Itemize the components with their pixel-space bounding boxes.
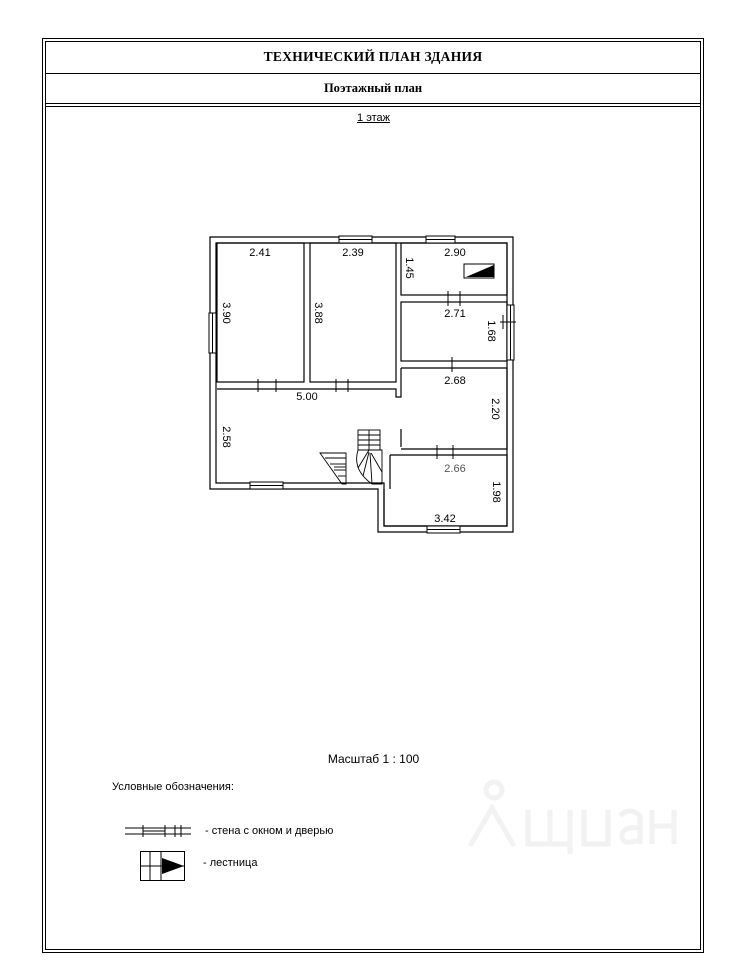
stair-arrow-icon <box>464 264 494 278</box>
document-subtitle-text: Поэтажный план <box>323 81 423 95</box>
dim-room2-width: 2.39 <box>342 247 364 259</box>
watermark-logo <box>462 776 677 856</box>
dim-room1-length: 3.90 <box>220 302 232 324</box>
legend-title: Условные обозначения: <box>112 781 234 793</box>
dim-hall-width: 5.00 <box>296 391 318 403</box>
dim-room6-length: 1.98 <box>490 481 502 503</box>
scale-text: Масштаб 1 : 100 <box>327 752 420 766</box>
stair-turn <box>357 450 382 484</box>
staircase-drawing <box>320 430 382 484</box>
legend-item-wall: - стена с окном и дверью <box>205 825 334 837</box>
document-title-text: ТЕХНИЧЕСКИЙ ПЛАН ЗДАНИЯ <box>263 49 483 64</box>
dim-room4-length: 1.68 <box>485 320 497 342</box>
dim-room3-length: 1.45 <box>403 257 415 279</box>
door-ticks <box>258 291 516 459</box>
dim-room5-width: 2.68 <box>444 375 466 387</box>
dim-room1-width: 2.41 <box>249 247 271 259</box>
wall-window-door-icon <box>125 825 191 837</box>
dim-room3-width: 2.90 <box>444 247 466 259</box>
dim-hall-length: 2.58 <box>220 426 232 448</box>
dim-room5-length: 2.20 <box>489 398 501 420</box>
floor-label: 1 этаж <box>357 112 390 124</box>
dim-room6-bottom: 3.42 <box>434 513 456 525</box>
dim-room4-width: 2.71 <box>444 308 466 320</box>
staircase-icon <box>140 851 185 881</box>
dim-room2-length: 3.88 <box>312 302 324 324</box>
legend-item-stairs: - лестница <box>203 857 258 869</box>
dim-room6-width: 2.66 <box>444 463 466 475</box>
